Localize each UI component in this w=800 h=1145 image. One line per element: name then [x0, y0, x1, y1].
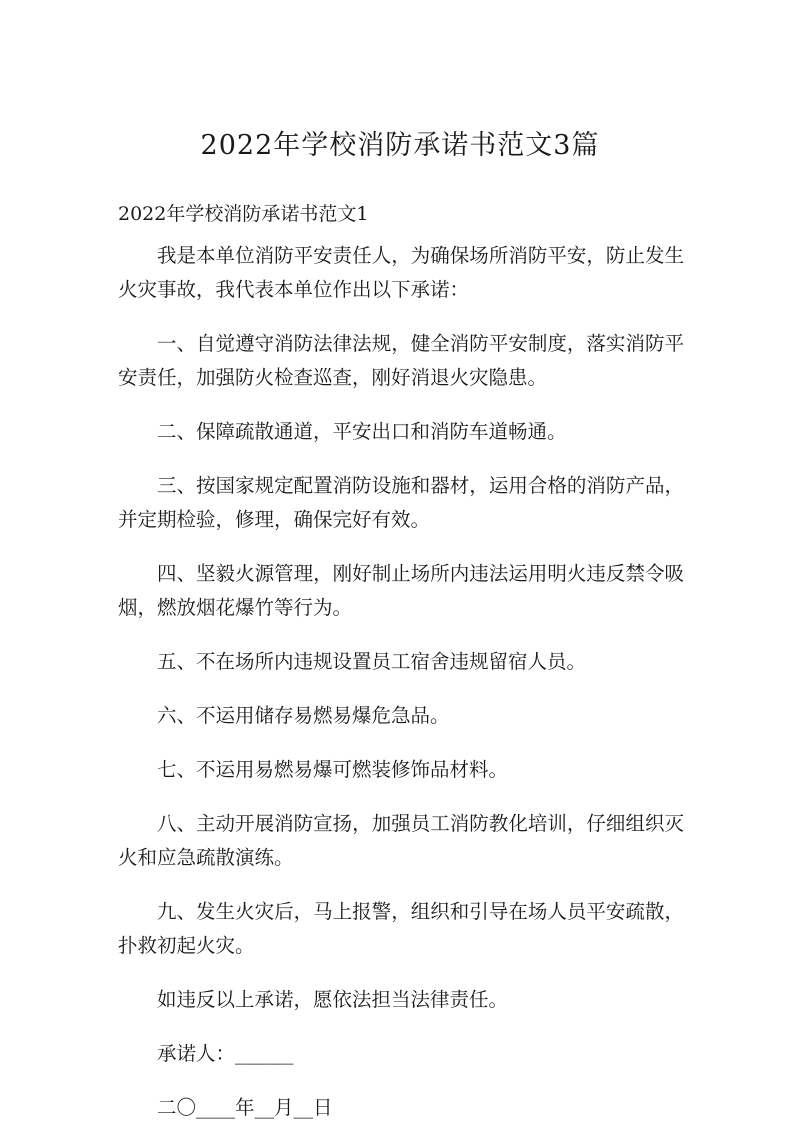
paragraph-item-3: 三、按国家规定配置消防设施和器材，运用合格的消防产品，并定期检验，修理，确保完好有效。 [118, 474, 684, 531]
paragraph-item-7: 七、不运用易燃易爆可燃装修饰品材料。 [157, 758, 509, 781]
paragraph-item-4: 四、坚毅火源管理，刚好制止场所内违法运用明火违反禁令吸烟，燃放烟花爆竹等行为。 [118, 562, 684, 619]
section-subtitle: 2022年学校消防承诺书范文1 [118, 203, 369, 225]
document-body [118, 239, 684, 1145]
paragraph-item-5: 五、不在场所内违规设置员工宿舍违规留宿人员。 [157, 650, 587, 673]
paragraph-intro: 我是本单位消防平安责任人，为确保场所消防平安，防止发生火灾事故，我代表本单位作出以下承诺： [118, 244, 684, 301]
paragraph-item-6: 六、不运用储存易燃易爆危急品。 [157, 704, 450, 727]
paragraph-item-2: 二、保障疏散通道，平安出口和消防车道畅通。 [157, 420, 567, 443]
date-line: 二〇____年__月__日 [157, 1096, 333, 1119]
paragraph-item-8: 八、主动开展消防宣扬，加强员工消防教化培训，仔细组织灭火和应急疏散演练。 [118, 812, 684, 869]
paragraph-item-9: 九、发生火灾后，马上报警，组织和引导在场人员平安疏散，扑救初起火灾。 [118, 900, 684, 957]
paragraph-responsibility: 如违反以上承诺，愿依法担当法律责任。 [157, 988, 509, 1011]
signature-line: 承诺人：______ [157, 1042, 294, 1065]
document-title: 2022年学校消防承诺书范文3篇 [200, 130, 600, 161]
paragraph-item-1: 一、自觉遵守消防法律法规，健全消防平安制度，落实消防平安责任，加强防火检查巡查，刚好消退火灾隐患。 [118, 332, 684, 389]
